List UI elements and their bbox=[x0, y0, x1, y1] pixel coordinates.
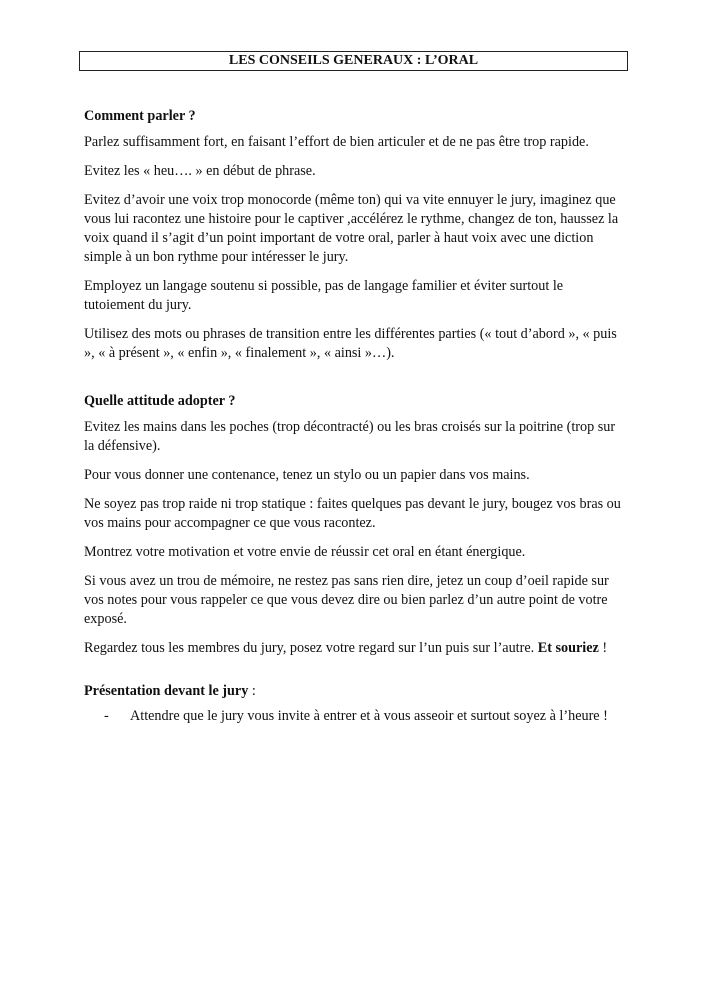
section-heading-comment-parler: Comment parler ? bbox=[84, 108, 196, 124]
bullet-marker: - bbox=[104, 708, 109, 724]
list-item-text: Attendre que le jury vous invite à entrer et à vous asseoir et surtout soyez à l’heure ! bbox=[130, 708, 608, 724]
heading-text: Présentation devant le jury bbox=[84, 683, 249, 699]
paragraph: Parlez suffisamment fort, en faisant l’effort de bien articuler et de ne pas être trop rapide. bbox=[84, 134, 589, 150]
document-body bbox=[84, 107, 624, 726]
section-spacer bbox=[84, 668, 624, 682]
section-heading-presentation bbox=[84, 682, 624, 701]
paragraph: Ne soyez pas trop raide ni trop statique : faites quelques pas devant le jury, bougez vos bras ou vos mains pour accompagner ce que vous racontez. bbox=[84, 496, 621, 531]
paragraph-text-end: ! bbox=[598, 640, 608, 656]
paragraph-souriez bbox=[84, 639, 624, 658]
paragraph: Montrez votre motivation et votre envie de réussir cet oral en étant énergique. bbox=[84, 544, 526, 560]
list-item bbox=[84, 707, 624, 726]
section-spacer bbox=[84, 373, 624, 392]
heading-suffix: : bbox=[248, 683, 256, 699]
document-title: LES CONSEILS GENERAUX : L’ORAL bbox=[79, 51, 628, 71]
paragraph: Si vous avez un trou de mémoire, ne restez pas sans rien dire, jetez un coup d’oeil rapide sur vos notes pour vous rappeler ce que vous devez dire ou bien parlez d’un autre point de votre exposé. bbox=[84, 573, 609, 627]
paragraph: Evitez d’avoir une voix trop monocorde (même ton) qui va vite ennuyer le jury, imaginez que vous lui racontez une histoire pour le captiver ,accélérez le rythme, changez de ton, haussez la voix quand il s’agit d’un point important de votre oral, parler à haut voix avec une diction simple à un bon rythme pour intéresser le jury. bbox=[84, 192, 619, 265]
paragraph-text: Regardez tous les membres du jury, posez votre regard sur l’un puis sur l’autre. bbox=[84, 640, 538, 656]
paragraph: Evitez les mains dans les poches (trop décontracté) ou les bras croisés sur la poitrine (trop sur la défensive). bbox=[84, 419, 616, 454]
paragraph: Evitez les « heu…. » en début de phrase. bbox=[84, 163, 316, 179]
paragraph: Employez un langage soutenu si possible, pas de langage familier et éviter surtout le tutoiement du jury. bbox=[84, 278, 564, 313]
emphasis-text: Et souriez bbox=[537, 640, 599, 656]
section-heading-attitude: Quelle attitude adopter ? bbox=[84, 393, 236, 409]
paragraph: Pour vous donner une contenance, tenez un stylo ou un papier dans vos mains. bbox=[84, 467, 530, 483]
paragraph: Utilisez des mots ou phrases de transition entre les différentes parties (« tout d’abord », « puis », « à présent », « enfin », « finalement », « ainsi »…). bbox=[84, 326, 617, 361]
